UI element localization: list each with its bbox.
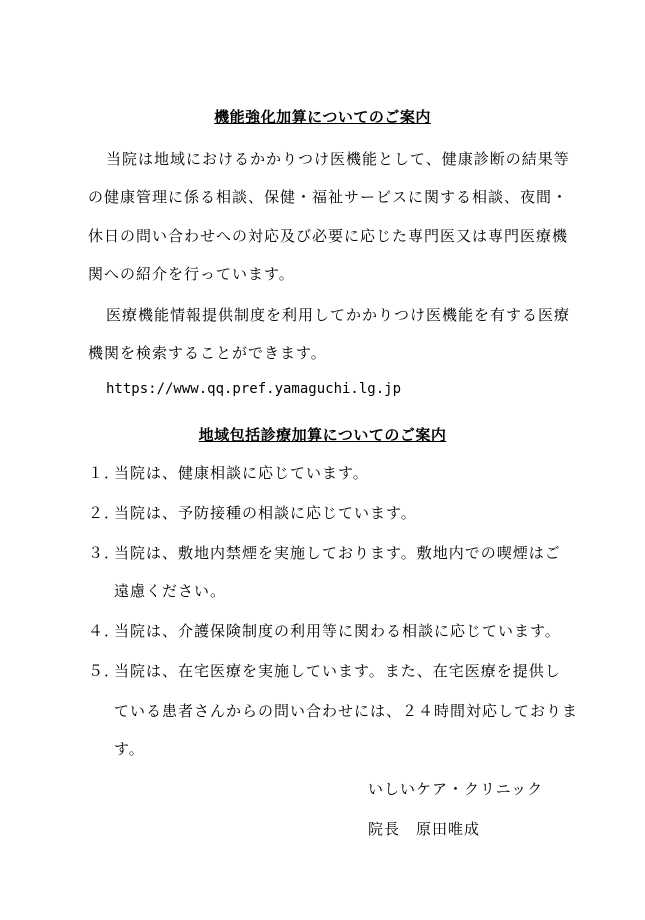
- list-item-text: 当院は、健康相談に応じています。: [114, 464, 369, 482]
- director-name: 院長 原田唯成: [368, 820, 481, 838]
- clinic-name: いしいケア・クリニック: [368, 780, 544, 798]
- list-item-5-continuation-2: す。: [114, 740, 145, 758]
- section2-title: 地域包括診療加算についてのご案内: [198, 426, 447, 444]
- list-item-2: [88, 502, 417, 523]
- list-item-number: ５．: [88, 662, 121, 680]
- list-item-number: ２．: [88, 504, 121, 522]
- list-item-number: ４．: [88, 622, 121, 640]
- url-text: https://www.qq.pref.yamaguchi.lg.jp: [106, 381, 402, 397]
- list-item-5: [88, 660, 561, 681]
- list-item-number: １．: [88, 464, 121, 482]
- list-item-4: [88, 620, 561, 641]
- list-item-3: [88, 542, 561, 563]
- list-item-text: 当院は、在宅医療を実施しています。また、在宅医療を提供し: [114, 662, 561, 680]
- paragraph1-line-1: 当院は地域におけるかかりつけ医機能として、健康診断の結果等: [106, 150, 570, 168]
- section1-title: 機能強化加算についてのご案内: [214, 108, 431, 126]
- list-item-number: ３．: [88, 544, 121, 562]
- paragraph1-line-4: 関への紹介を行っています。: [88, 265, 295, 283]
- list-item-text: 当院は、予防接種の相談に応じています。: [114, 504, 417, 522]
- paragraph1-line-2: の健康管理に係る相談、保健・福祉サービスに関する相談、夜間・: [88, 188, 569, 206]
- list-item-text: 当院は、敷地内禁煙を実施しております。敷地内での喫煙はご: [114, 544, 561, 562]
- list-item-3-continuation: 遠慮ください。: [114, 582, 227, 600]
- paragraph2-line-2: 機関を検索することができます。: [88, 344, 327, 362]
- paragraph2-line-1: 医療機能情報提供制度を利用してかかりつけ医機能を有する医療: [106, 306, 571, 324]
- list-item-1: [88, 462, 369, 483]
- list-item-5-continuation-1: ている患者さんからの問い合わせには、２４時間対応しておりま: [114, 702, 579, 720]
- paragraph1-line-3: 休日の問い合わせへの対応及び必要に応じた専門医又は専門医療機: [88, 227, 569, 245]
- list-item-text: 当院は、介護保険制度の利用等に関わる相談に応じています。: [114, 622, 561, 640]
